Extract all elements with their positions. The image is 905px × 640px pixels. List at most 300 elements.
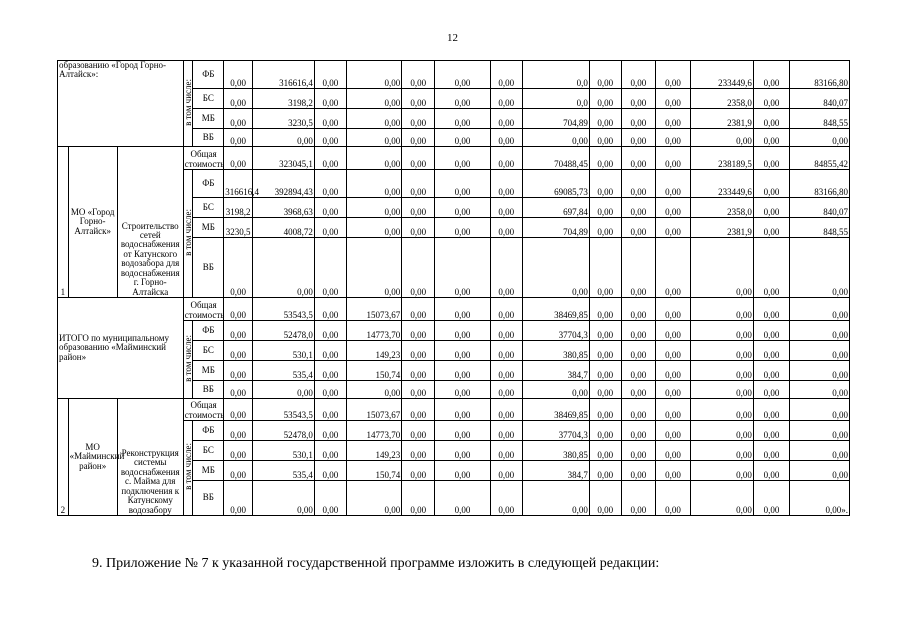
value-cell: 0,00 xyxy=(402,441,435,461)
total-cost-label: Общая стоимость xyxy=(184,400,225,420)
value-cell: 0,00 xyxy=(224,441,253,461)
value-cell: 0,00 xyxy=(490,89,522,109)
value-cell: 0,00 xyxy=(490,381,522,399)
value-cell: 0,00 xyxy=(691,461,754,481)
value-cell: 0,00 xyxy=(621,381,655,399)
value-cell: 0,00 xyxy=(655,198,690,218)
value-cell: 0,00 xyxy=(655,399,690,421)
value-cell: 384,7 xyxy=(522,461,589,481)
v-tom-chisle xyxy=(183,321,193,399)
value-cell: 0,00 xyxy=(522,129,589,147)
table-row xyxy=(58,298,850,321)
value-cell: 0,00 xyxy=(314,441,346,461)
value-cell: 0,00 xyxy=(314,218,346,238)
value-cell: 0,00 xyxy=(490,61,522,89)
fund-vb: ВБ xyxy=(193,481,224,516)
value-cell: 0,00 xyxy=(691,321,754,341)
value-cell: 0,00 xyxy=(402,321,435,341)
value-cell: 0,00». xyxy=(790,481,850,516)
value-cell: 0,00 xyxy=(621,421,655,441)
value-cell: 0,00 xyxy=(346,89,401,109)
value-cell: 0,00 xyxy=(224,147,253,170)
value-cell: 0,00 xyxy=(435,170,490,198)
value-cell: 0,00 xyxy=(346,129,401,147)
value-cell: 233449,6 xyxy=(691,61,754,89)
value-cell: 0,00 xyxy=(753,61,789,89)
value-cell: 0,00 xyxy=(490,421,522,441)
value-cell: 0,00 xyxy=(655,481,690,516)
value-cell: 238189,5 xyxy=(691,147,754,170)
value-cell: 704,89 xyxy=(522,109,589,129)
value-cell: 0,00 xyxy=(621,198,655,218)
v-tom-chisle xyxy=(183,61,193,147)
value-cell: 0,00 xyxy=(314,461,346,481)
value-cell: 0,00 xyxy=(589,399,621,421)
value-cell: 0,00 xyxy=(224,399,253,421)
value-cell: 0,00 xyxy=(790,298,850,321)
value-cell: 0,00 xyxy=(314,61,346,89)
value-cell: 0,00 xyxy=(589,198,621,218)
value-cell: 0,00 xyxy=(691,341,754,361)
value-cell: 0,00 xyxy=(655,129,690,147)
value-cell: 0,00 xyxy=(346,218,401,238)
value-cell: 0,00 xyxy=(346,109,401,129)
section-label: образованию «Город Горно-Алтайск»: xyxy=(58,61,184,147)
value-cell: 0,00 xyxy=(435,109,490,129)
value-cell: 0,00 xyxy=(314,399,346,421)
value-cell: 0,00 xyxy=(402,361,435,381)
value-cell: 0,00 xyxy=(435,481,490,516)
value-cell: 0,00 xyxy=(621,238,655,298)
value-cell: 0,00 xyxy=(790,129,850,147)
value-cell: 0,00 xyxy=(621,441,655,461)
value-cell: 0,00 xyxy=(253,481,315,516)
value-cell: 0,00 xyxy=(655,170,690,198)
value-cell: 323045,1 xyxy=(253,147,315,170)
value-cell: 0,00 xyxy=(314,341,346,361)
value-cell: 0,00 xyxy=(490,441,522,461)
value-cell: 37704,3 xyxy=(522,321,589,341)
value-cell: 0,00 xyxy=(490,341,522,361)
value-cell: 0,00 xyxy=(753,170,789,198)
value-cell: 0,00 xyxy=(589,298,621,321)
value-cell: 0,00 xyxy=(790,441,850,461)
value-cell: 0,00 xyxy=(589,147,621,170)
value-cell: 0,00 xyxy=(655,341,690,361)
value-cell: 38469,85 xyxy=(522,298,589,321)
value-cell: 848,55 xyxy=(790,218,850,238)
value-cell: 0,00 xyxy=(346,238,401,298)
value-cell: 0,00 xyxy=(655,61,690,89)
value-cell: 0,00 xyxy=(314,481,346,516)
value-cell: 0,00 xyxy=(490,481,522,516)
object-description: Реконструкция системы водоснабжения с. Майма для подключения к Катунскому водозабору xyxy=(117,399,183,516)
value-cell: 0,00 xyxy=(402,129,435,147)
table-row xyxy=(58,399,850,421)
fund-bs: БС xyxy=(193,198,224,218)
value-cell: 0,00 xyxy=(402,298,435,321)
value-cell: 0,00 xyxy=(621,147,655,170)
value-cell: 0,00 xyxy=(490,147,522,170)
value-cell: 0,00 xyxy=(224,321,253,341)
value-cell: 0,00 xyxy=(589,361,621,381)
value-cell: 0,00 xyxy=(753,298,789,321)
value-cell: 0,00 xyxy=(435,61,490,89)
value-cell: 0,00 xyxy=(589,461,621,481)
value-cell: 0,00 xyxy=(621,298,655,321)
value-cell: 380,85 xyxy=(522,341,589,361)
value-cell: 0,00 xyxy=(753,441,789,461)
value-cell: 0,00 xyxy=(402,61,435,89)
value-cell: 0,00 xyxy=(402,399,435,421)
value-cell: 3198,2 xyxy=(253,89,315,109)
row-index: 2 xyxy=(58,399,69,516)
footer-instruction: 9. Приложение № 7 к указанной государственной программе изложить в следующей редакции: xyxy=(92,556,660,571)
value-cell: 0,00 xyxy=(402,218,435,238)
total-cost-label: Общая стоимость xyxy=(183,298,223,321)
value-cell: 392894,43 xyxy=(253,170,315,198)
value-cell: 0,00 xyxy=(790,461,850,481)
value-cell: 0,00 xyxy=(490,109,522,129)
value-cell: 52478,0 xyxy=(253,421,315,441)
vertical-label: в том числе: xyxy=(182,78,193,126)
value-cell: 0,00 xyxy=(224,481,253,516)
value-cell: 0,00 xyxy=(753,381,789,399)
value-cell: 0,00 xyxy=(224,461,253,481)
value-cell: 3198,2 xyxy=(224,198,253,218)
value-cell: 0,00 xyxy=(589,129,621,147)
value-cell: 530,1 xyxy=(253,341,315,361)
value-cell: 0,00 xyxy=(589,89,621,109)
value-cell: 0,00 xyxy=(490,321,522,341)
value-cell: 0,00 xyxy=(753,461,789,481)
value-cell: 0,00 xyxy=(753,321,789,341)
value-cell: 0,00 xyxy=(314,321,346,341)
value-cell: 0,00 xyxy=(490,129,522,147)
value-cell: 0,00 xyxy=(490,361,522,381)
value-cell: 0,00 xyxy=(224,421,253,441)
value-cell: 0,00 xyxy=(402,238,435,298)
value-cell: 0,00 xyxy=(655,218,690,238)
fund-vb: ВБ xyxy=(193,238,224,298)
fund-mb: МБ xyxy=(193,218,224,238)
value-cell: 0,00 xyxy=(314,170,346,198)
fund-bs: БС xyxy=(193,341,224,361)
value-cell: 0,00 xyxy=(314,89,346,109)
value-cell: 0,00 xyxy=(790,341,850,361)
value-cell: 0,00 xyxy=(402,461,435,481)
value-cell: 0,00 xyxy=(346,198,401,218)
value-cell: 0,00 xyxy=(346,481,401,516)
value-cell: 0,00 xyxy=(790,421,850,441)
value-cell: 0,00 xyxy=(753,147,789,170)
value-cell: 0,00 xyxy=(490,298,522,321)
value-cell: 0,00 xyxy=(753,129,789,147)
value-cell: 83166,80 xyxy=(790,61,850,89)
total-cost-label: Общая стоимость xyxy=(183,147,223,170)
fund-mb: МБ xyxy=(193,461,224,481)
value-cell: 0,00 xyxy=(224,129,253,147)
value-cell: 0,00 xyxy=(691,421,754,441)
value-cell: 2381,9 xyxy=(691,109,754,129)
value-cell: 316616,4 xyxy=(224,170,253,198)
value-cell: 0,00 xyxy=(435,341,490,361)
value-cell: 0,00 xyxy=(346,61,401,89)
fund-vb: ВБ xyxy=(193,381,224,399)
value-cell: 0,00 xyxy=(753,341,789,361)
value-cell: 37704,3 xyxy=(522,421,589,441)
value-cell: 0,00 xyxy=(402,89,435,109)
value-cell: 53543,5 xyxy=(253,399,315,421)
value-cell: 0,00 xyxy=(314,381,346,399)
value-cell: 0,00 xyxy=(346,381,401,399)
value-cell: 0,00 xyxy=(691,481,754,516)
fund-fb: ФБ xyxy=(193,170,224,198)
value-cell: 0,00 xyxy=(402,198,435,218)
value-cell: 0,00 xyxy=(435,147,490,170)
fund-bs: БС xyxy=(193,89,224,109)
value-cell: 0,00 xyxy=(522,381,589,399)
value-cell: 0,0 xyxy=(522,89,589,109)
value-cell: 704,89 xyxy=(522,218,589,238)
value-cell: 0,00 xyxy=(790,381,850,399)
value-cell: 0,00 xyxy=(790,238,850,298)
value-cell: 0,00 xyxy=(314,421,346,441)
value-cell: 0,00 xyxy=(253,238,315,298)
value-cell: 0,00 xyxy=(435,421,490,441)
value-cell: 0,0 xyxy=(522,61,589,89)
value-cell: 0,00 xyxy=(490,198,522,218)
value-cell: 0,00 xyxy=(691,381,754,399)
value-cell: 233449,6 xyxy=(691,170,754,198)
value-cell: 52478,0 xyxy=(253,321,315,341)
vertical-label: в том числе: xyxy=(182,443,193,491)
value-cell: 0,00 xyxy=(589,481,621,516)
value-cell: 0,00 xyxy=(790,399,850,421)
value-cell: 0,00 xyxy=(435,381,490,399)
value-cell: 3230,5 xyxy=(253,109,315,129)
value-cell: 0,00 xyxy=(753,421,789,441)
value-cell: 0,00 xyxy=(691,441,754,461)
object-description: Строительство сетей водоснабжения от Катунского водозабора для водоснабжения г. Горно-Алтайска xyxy=(117,147,183,298)
row-index: 1 xyxy=(58,147,69,298)
fund-fb: ФБ xyxy=(193,321,224,341)
vertical-label: в том числе: xyxy=(182,334,193,382)
value-cell: 53543,5 xyxy=(253,298,315,321)
value-cell: 840,07 xyxy=(790,89,850,109)
value-cell: 0,00 xyxy=(402,341,435,361)
page-number: 12 xyxy=(447,32,458,44)
value-cell: 15073,67 xyxy=(346,298,401,321)
value-cell: 0,00 xyxy=(435,238,490,298)
value-cell: 0,00 xyxy=(655,321,690,341)
value-cell: 0,00 xyxy=(402,381,435,399)
value-cell: 0,00 xyxy=(224,381,253,399)
fund-vb: ВБ xyxy=(193,129,224,147)
value-cell: 0,00 xyxy=(435,361,490,381)
value-cell: 0,00 xyxy=(435,89,490,109)
section-label: ИТОГО по муниципальному образованию «Майминский район» xyxy=(58,298,184,399)
value-cell: 0,00 xyxy=(435,399,490,421)
value-cell: 0,00 xyxy=(790,321,850,341)
value-cell: 2358,0 xyxy=(691,198,754,218)
value-cell: 0,00 xyxy=(435,441,490,461)
value-cell: 0,00 xyxy=(691,399,754,421)
value-cell: 0,00 xyxy=(589,61,621,89)
table-body xyxy=(58,61,850,516)
value-cell: 0,00 xyxy=(753,238,789,298)
value-cell: 0,00 xyxy=(621,218,655,238)
value-cell: 0,00 xyxy=(314,129,346,147)
value-cell: 0,00 xyxy=(224,341,253,361)
value-cell: 0,00 xyxy=(621,129,655,147)
value-cell: 0,00 xyxy=(589,421,621,441)
value-cell: 0,00 xyxy=(435,321,490,341)
value-cell: 0,00 xyxy=(621,89,655,109)
v-tom-chisle xyxy=(183,170,193,298)
value-cell: 0,00 xyxy=(435,461,490,481)
value-cell: 0,00 xyxy=(314,298,346,321)
v-tom-chisle xyxy=(183,421,193,516)
value-cell: 0,00 xyxy=(655,361,690,381)
value-cell: 0,00 xyxy=(655,441,690,461)
value-cell: 0,00 xyxy=(435,198,490,218)
value-cell: 0,00 xyxy=(224,89,253,109)
value-cell: 0,00 xyxy=(655,238,690,298)
value-cell: 0,00 xyxy=(589,109,621,129)
value-cell: 0,00 xyxy=(314,198,346,218)
value-cell: 69085,73 xyxy=(522,170,589,198)
value-cell: 0,00 xyxy=(691,238,754,298)
value-cell: 0,00 xyxy=(621,399,655,421)
value-cell: 0,00 xyxy=(621,461,655,481)
value-cell: 0,00 xyxy=(402,170,435,198)
value-cell: 0,00 xyxy=(253,129,315,147)
value-cell: 0,00 xyxy=(435,129,490,147)
value-cell: 15073,67 xyxy=(346,399,401,421)
value-cell: 0,00 xyxy=(753,109,789,129)
value-cell: 0,00 xyxy=(621,321,655,341)
value-cell: 0,00 xyxy=(224,361,253,381)
value-cell: 0,00 xyxy=(621,109,655,129)
value-cell: 0,00 xyxy=(224,238,253,298)
value-cell: 0,00 xyxy=(224,109,253,129)
value-cell: 4008,72 xyxy=(253,218,315,238)
value-cell: 0,00 xyxy=(589,381,621,399)
value-cell: 0,00 xyxy=(435,298,490,321)
value-cell: 0,00 xyxy=(589,218,621,238)
value-cell: 14773,70 xyxy=(346,421,401,441)
value-cell: 0,00 xyxy=(753,89,789,109)
value-cell: 0,00 xyxy=(490,170,522,198)
value-cell: 0,00 xyxy=(314,238,346,298)
value-cell: 0,00 xyxy=(621,61,655,89)
value-cell: 0,00 xyxy=(402,147,435,170)
value-cell: 14773,70 xyxy=(346,321,401,341)
value-cell: 0,00 xyxy=(691,298,754,321)
value-cell: 0,00 xyxy=(314,147,346,170)
value-cell: 0,00 xyxy=(490,461,522,481)
value-cell: 0,00 xyxy=(655,147,690,170)
value-cell: 83166,80 xyxy=(790,170,850,198)
value-cell: 316616,4 xyxy=(253,61,315,89)
value-cell: 150,74 xyxy=(346,461,401,481)
value-cell: 149,23 xyxy=(346,341,401,361)
value-cell: 0,00 xyxy=(621,170,655,198)
value-cell: 0,00 xyxy=(589,238,621,298)
value-cell: 840,07 xyxy=(790,198,850,218)
value-cell: 2358,0 xyxy=(691,89,754,109)
value-cell: 0,00 xyxy=(655,461,690,481)
value-cell: 0,00 xyxy=(490,218,522,238)
value-cell: 0,00 xyxy=(402,481,435,516)
value-cell: 0,00 xyxy=(224,298,253,321)
value-cell: 0,00 xyxy=(435,218,490,238)
value-cell: 0,00 xyxy=(314,361,346,381)
value-cell: 0,00 xyxy=(490,238,522,298)
value-cell: 84855,42 xyxy=(790,147,850,170)
value-cell: 697,84 xyxy=(522,198,589,218)
value-cell: 0,00 xyxy=(753,399,789,421)
value-cell: 0,00 xyxy=(253,381,315,399)
value-cell: 3230,5 xyxy=(224,218,253,238)
vertical-label: в том числе: xyxy=(182,208,193,256)
fund-mb: МБ xyxy=(193,109,224,129)
value-cell: 2381,9 xyxy=(691,218,754,238)
fund-mb: МБ xyxy=(193,361,224,381)
value-cell: 0,00 xyxy=(314,109,346,129)
value-cell: 0,00 xyxy=(753,218,789,238)
value-cell: 0,00 xyxy=(346,147,401,170)
value-cell: 0,00 xyxy=(522,481,589,516)
fund-bs: БС xyxy=(193,441,224,461)
municipality: МО «Майминский район» xyxy=(68,399,117,516)
value-cell: 0,00 xyxy=(655,421,690,441)
value-cell: 0,00 xyxy=(691,129,754,147)
value-cell: 535,4 xyxy=(253,361,315,381)
table-row xyxy=(58,61,850,89)
value-cell: 70488,45 xyxy=(522,147,589,170)
value-cell: 0,00 xyxy=(490,399,522,421)
value-cell: 0,00 xyxy=(402,109,435,129)
value-cell: 384,7 xyxy=(522,361,589,381)
value-cell: 3968,63 xyxy=(253,198,315,218)
value-cell: 0,00 xyxy=(655,298,690,321)
value-cell: 150,74 xyxy=(346,361,401,381)
value-cell: 149,23 xyxy=(346,441,401,461)
value-cell: 0,00 xyxy=(753,481,789,516)
value-cell: 0,00 xyxy=(790,361,850,381)
funding-table xyxy=(57,60,850,516)
value-cell: 0,00 xyxy=(655,109,690,129)
value-cell: 0,00 xyxy=(621,341,655,361)
value-cell: 535,4 xyxy=(253,461,315,481)
table-row xyxy=(58,147,850,170)
value-cell: 0,00 xyxy=(753,361,789,381)
value-cell: 380,85 xyxy=(522,441,589,461)
value-cell: 0,00 xyxy=(589,170,621,198)
value-cell: 0,00 xyxy=(522,238,589,298)
value-cell: 0,00 xyxy=(621,481,655,516)
value-cell: 0,00 xyxy=(621,361,655,381)
municipality: МО «Город Горно-Алтайск» xyxy=(68,147,117,298)
value-cell: 0,00 xyxy=(753,198,789,218)
fund-fb: ФБ xyxy=(193,61,224,89)
value-cell: 0,00 xyxy=(589,321,621,341)
value-cell: 0,00 xyxy=(224,61,253,89)
value-cell: 0,00 xyxy=(655,381,690,399)
value-cell: 0,00 xyxy=(402,421,435,441)
